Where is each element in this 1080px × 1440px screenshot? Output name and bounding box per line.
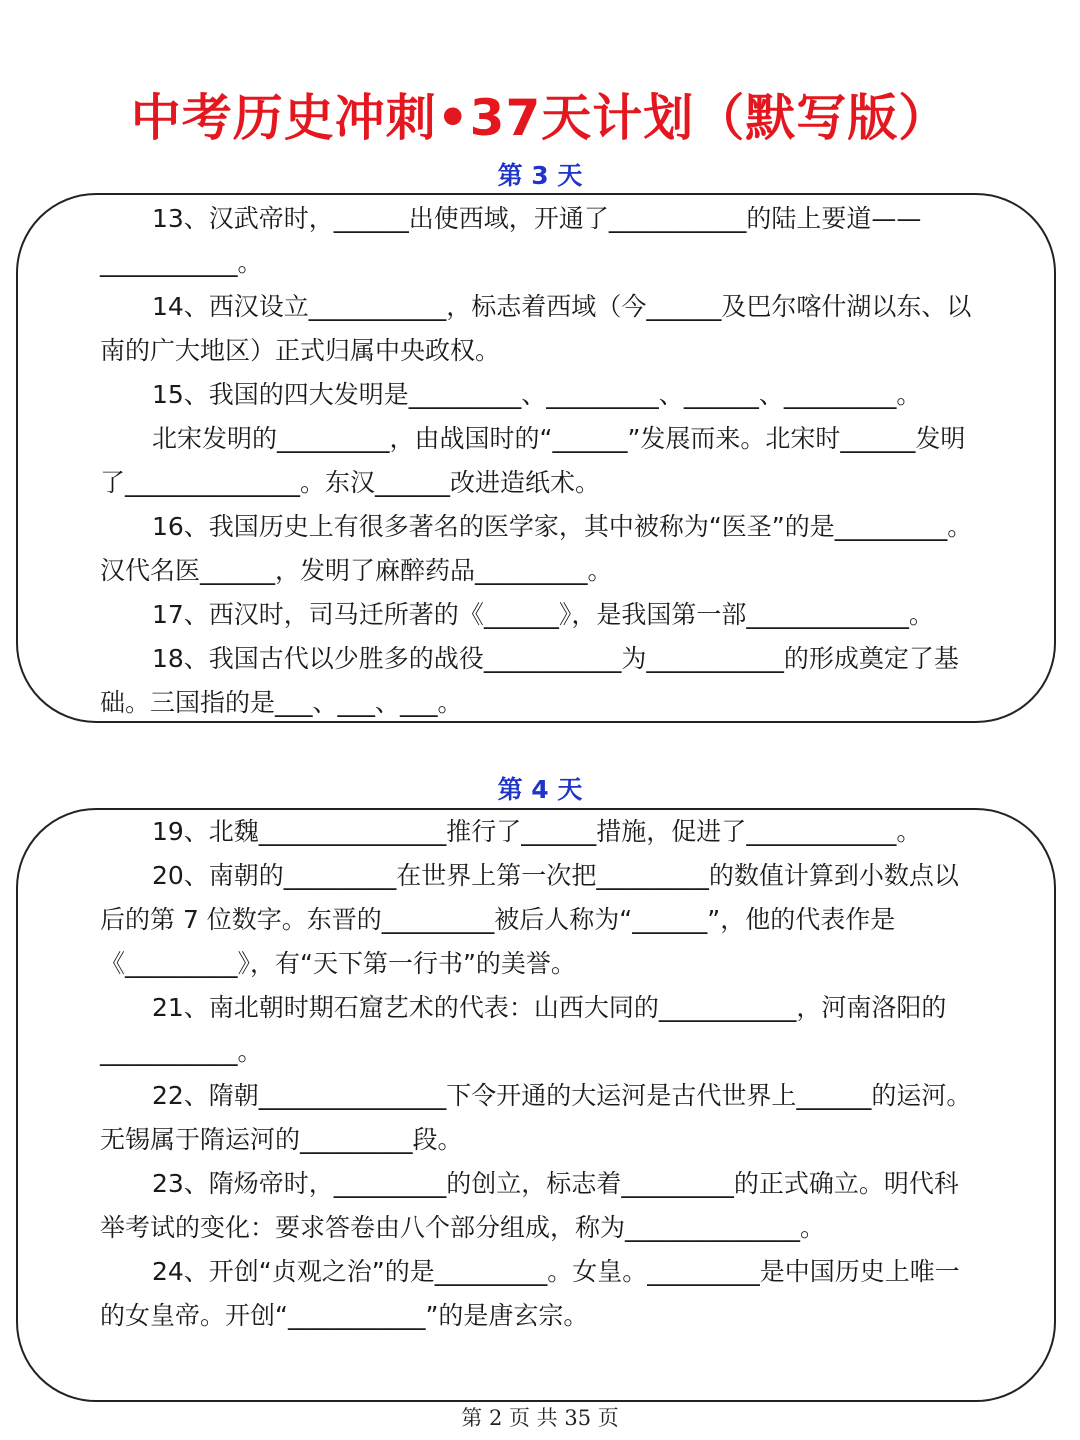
page-title: 中考历史冲刺•37天计划（默写版） [130, 89, 950, 147]
page-footer: 第 2 页 共 35 页 [461, 1406, 619, 1430]
question-13: 13、汉武帝时，______出使西域，开通了___________的陆上要道——___________。 [100, 204, 922, 277]
question-14: 14、西汉设立___________，标志着西域（今______及巴尔喀什湖以东、以南的广大地区）正式归属中央政权。 [100, 292, 972, 365]
question-16: 16、我国历史上有很多著名的医学家，其中被称为“医圣”的是_________。汉代名医______，发明了麻醉药品_________。 [100, 512, 973, 585]
day3-heading: 第 3 天 [497, 161, 583, 190]
question-15: 15、我国的四大发明是_________、_________、______、_________。 [152, 380, 922, 409]
question-18: 18、我国古代以少胜多的战役___________为___________的形成奠定了基础。三国指的是___、___、___。 [100, 644, 959, 717]
question-21: 21、南北朝时期石窟艺术的代表：山西大同的___________，河南洛阳的___________。 [100, 993, 947, 1066]
day3-box [16, 193, 1056, 723]
question-22: 22、隋朝_______________下令开通的大运河是古代世界上______的运河。无锡属于隋运河的_________段。 [100, 1081, 972, 1154]
question-24: 24、开创“贞观之治”的是_________。女皇。_________是中国历史上唯一的女皇帝。开创“___________”的是唐玄宗。 [100, 1257, 960, 1330]
question-23: 23、隋炀帝时，_________的创立，标志着_________的正式确立。明代科举考试的变化：要求答卷由八个部分组成，称为______________。 [100, 1169, 959, 1242]
question-17: 17、西汉时，司马迁所著的《______》，是我国第一部_____________。 [152, 600, 934, 629]
day4-box [16, 808, 1056, 1402]
question-15-continued: 北宋发明的_________，由战国时的“______”发展而来。北宋时______发明了______________。东汉______改进造纸术。 [100, 424, 966, 497]
day4-heading: 第 4 天 [497, 775, 583, 804]
question-20: 20、南朝的_________在世界上第一次把_________的数值计算到小数点以后的第 7 位数字。东晋的_________被后人称为“______”，他的代表作是《_________》，有“天下第一行书”的美誉。 [100, 861, 959, 978]
question-19: 19、北魏_______________推行了______措施，促进了____________。 [152, 817, 922, 846]
